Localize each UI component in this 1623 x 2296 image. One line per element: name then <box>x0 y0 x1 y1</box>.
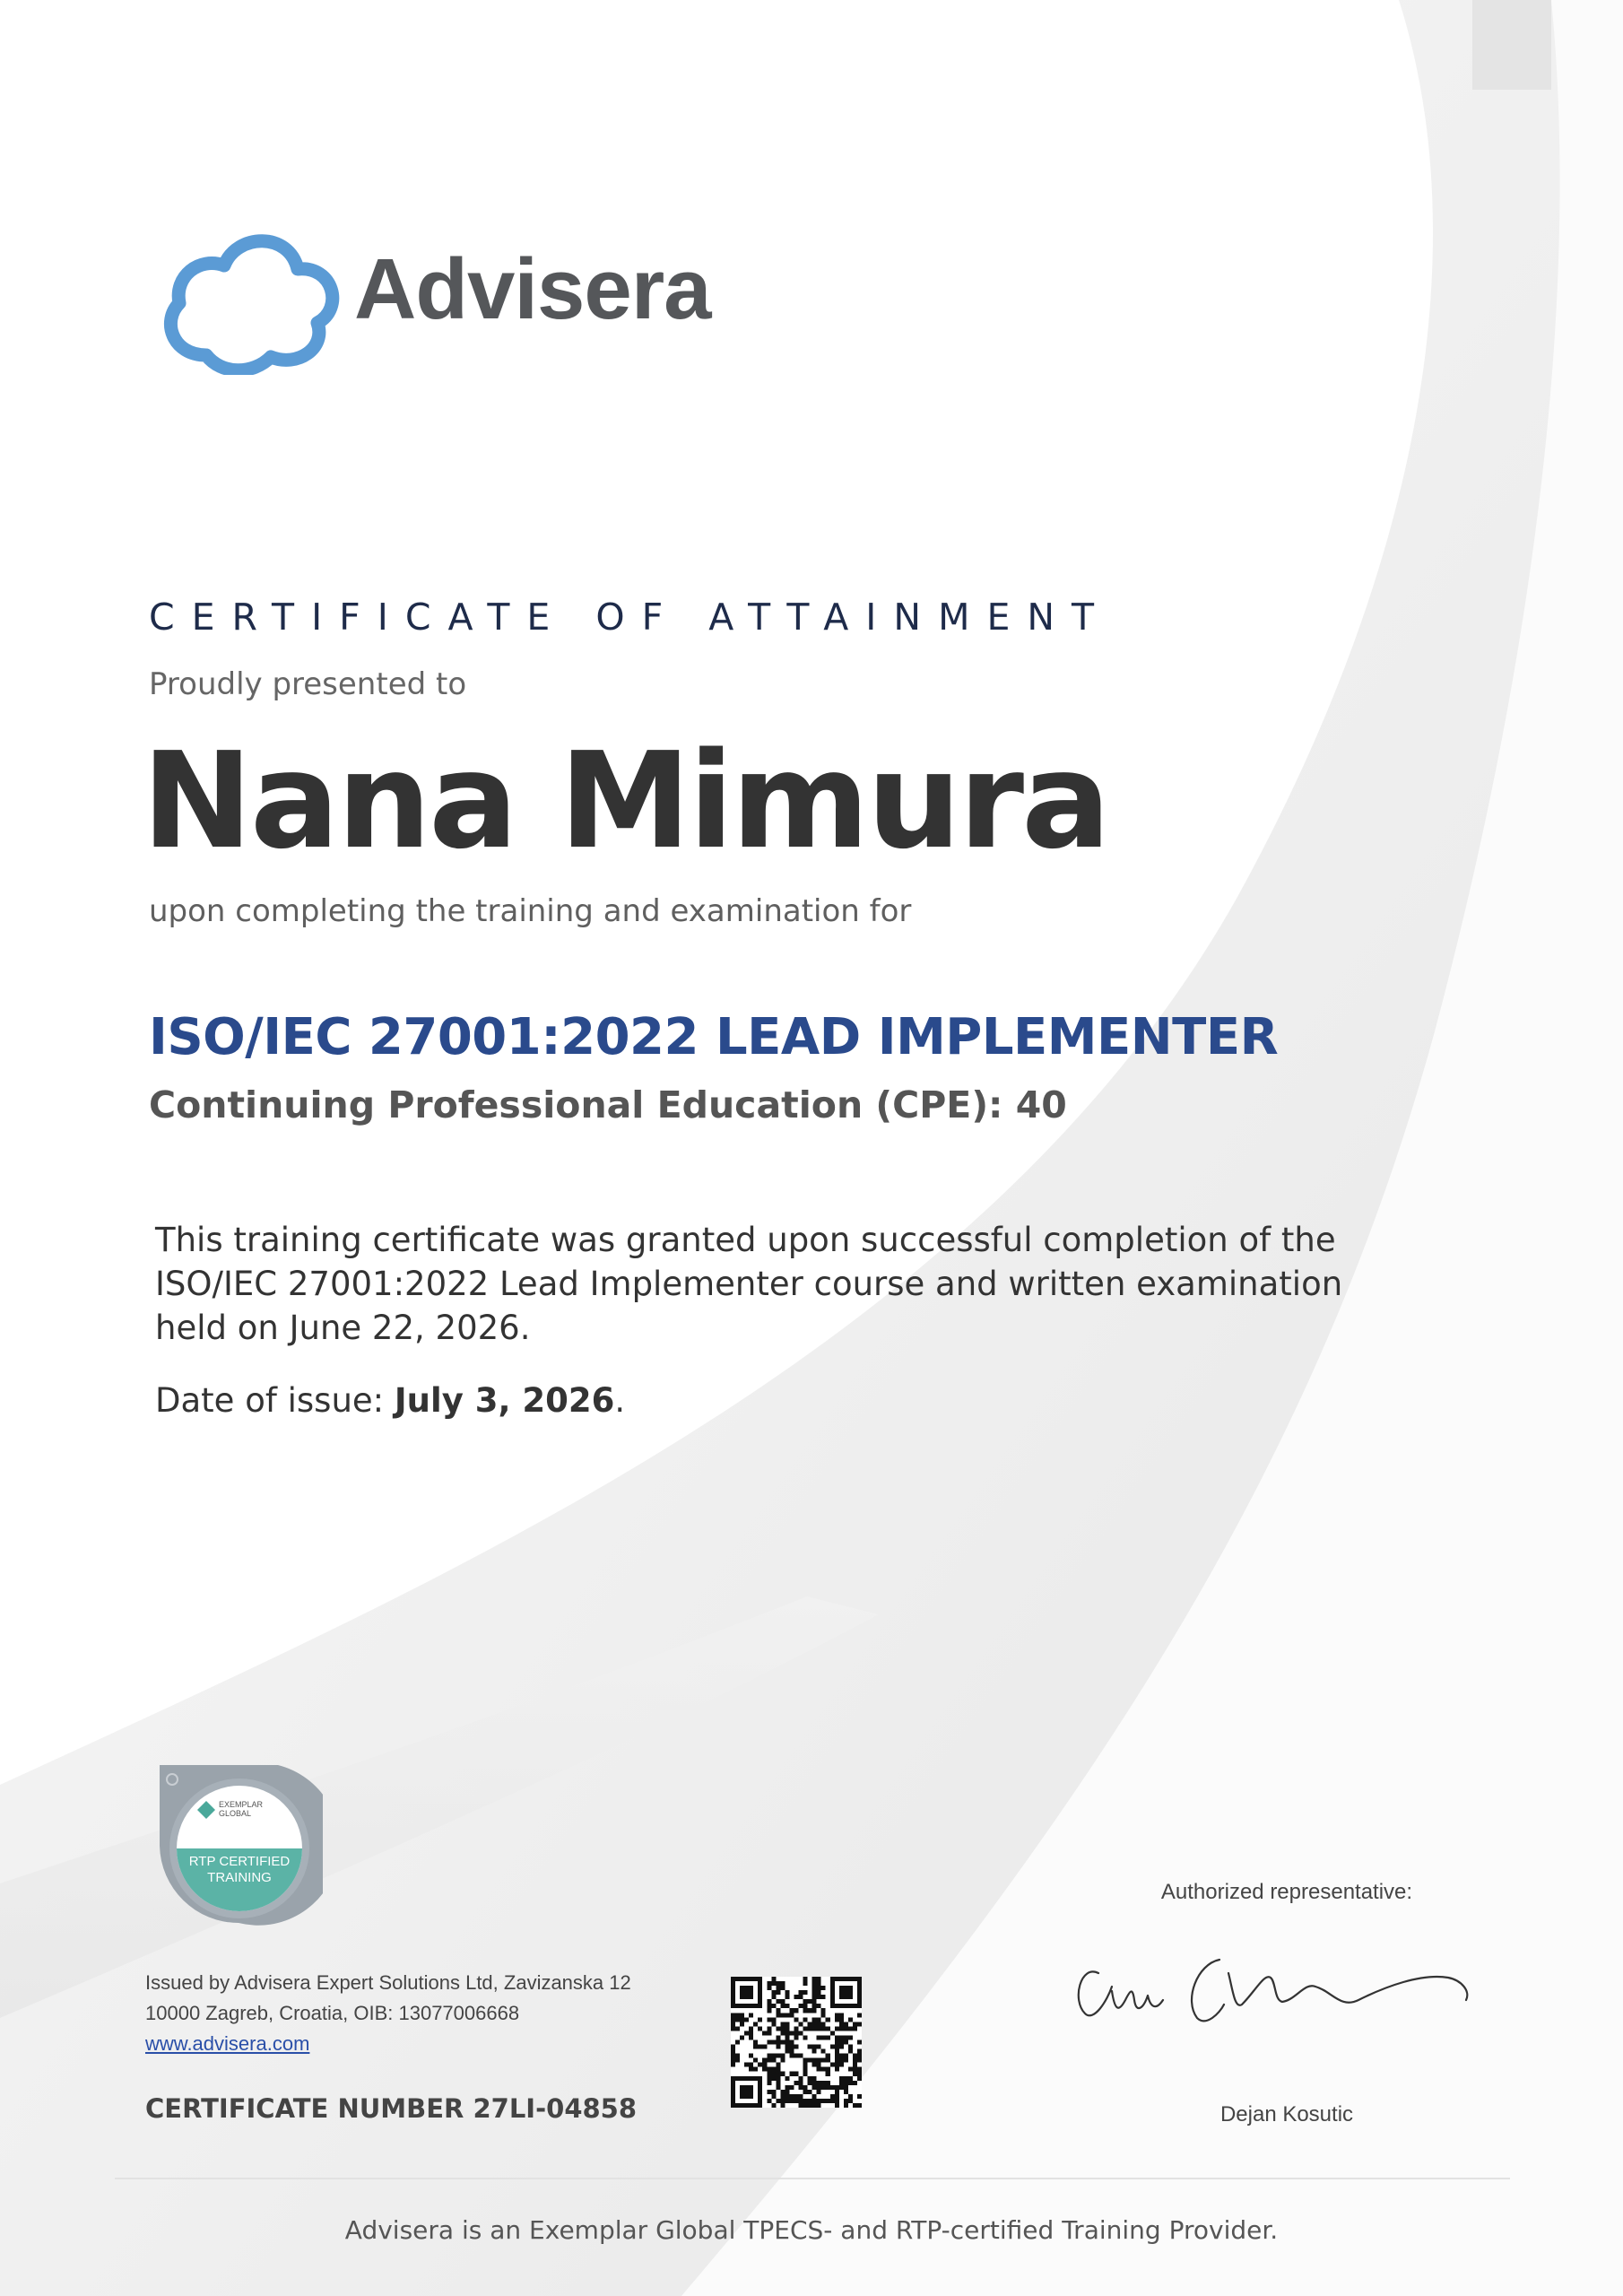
certificate-description: This training certificate was granted upon successful completion of the ISO/IEC 27001:2022 Lead Implementer course and written examination held on June 22, 2026. <box>155 1221 1343 1347</box>
date-of-issue <box>155 1381 625 1421</box>
issuer-address-line1: Issued by Advisera Expert Solutions Ltd, Zavizanska 12 <box>145 1971 631 1994</box>
issue-suffix: . <box>614 1381 626 1420</box>
qr-code-icon[interactable] <box>731 1977 862 2108</box>
issue-label: Date of issue: <box>155 1381 395 1420</box>
issuer-address-line2: 10000 Zagreb, Croatia, OIB: 13077006668 <box>145 2002 520 2024</box>
course-title: ISO/IEC 27001:2022 LEAD IMPLEMENTER <box>149 1008 1279 1066</box>
website-link[interactable]: www.advisera.com <box>145 2032 310 2055</box>
badge-line3: RTP CERTIFIED <box>188 1854 291 1869</box>
rtp-certified-badge <box>152 1760 323 1930</box>
certificate-heading: CERTIFICATE OF ATTAINMENT <box>149 596 1112 639</box>
certificate-number: CERTIFICATE NUMBER 27LI-04858 <box>145 2093 638 2124</box>
issuer-info <box>145 1968 701 2059</box>
badge-line2: GLOBAL <box>219 1809 252 1818</box>
cpe-credits: Continuing Professional Education (CPE): 40 <box>149 1083 1067 1126</box>
issue-date: July 3, 2026 <box>394 1381 615 1420</box>
upon-completing-text: upon completing the training and examination for <box>149 893 912 929</box>
badge-line4: TRAINING <box>207 1870 272 1885</box>
authorized-representative-label: Authorized representative: <box>1160 1880 1413 1904</box>
footer-text: Advisera is an Exemplar Global TPECS- and RTP-certified Training Provider. <box>344 2215 1279 2245</box>
handwritten-signature <box>1063 1937 1511 2045</box>
signer-name: Dejan Kosutic <box>1219 2102 1354 2126</box>
presented-to-text: Proudly presented to <box>149 666 467 702</box>
recipient-name: Nana Mimura <box>142 724 1108 878</box>
footer-divider <box>115 2178 1510 2179</box>
cloud-logo-icon <box>170 241 332 370</box>
logo-wordmark: Advisera <box>354 241 711 337</box>
badge-line1: EXEMPLAR <box>219 1800 264 1809</box>
